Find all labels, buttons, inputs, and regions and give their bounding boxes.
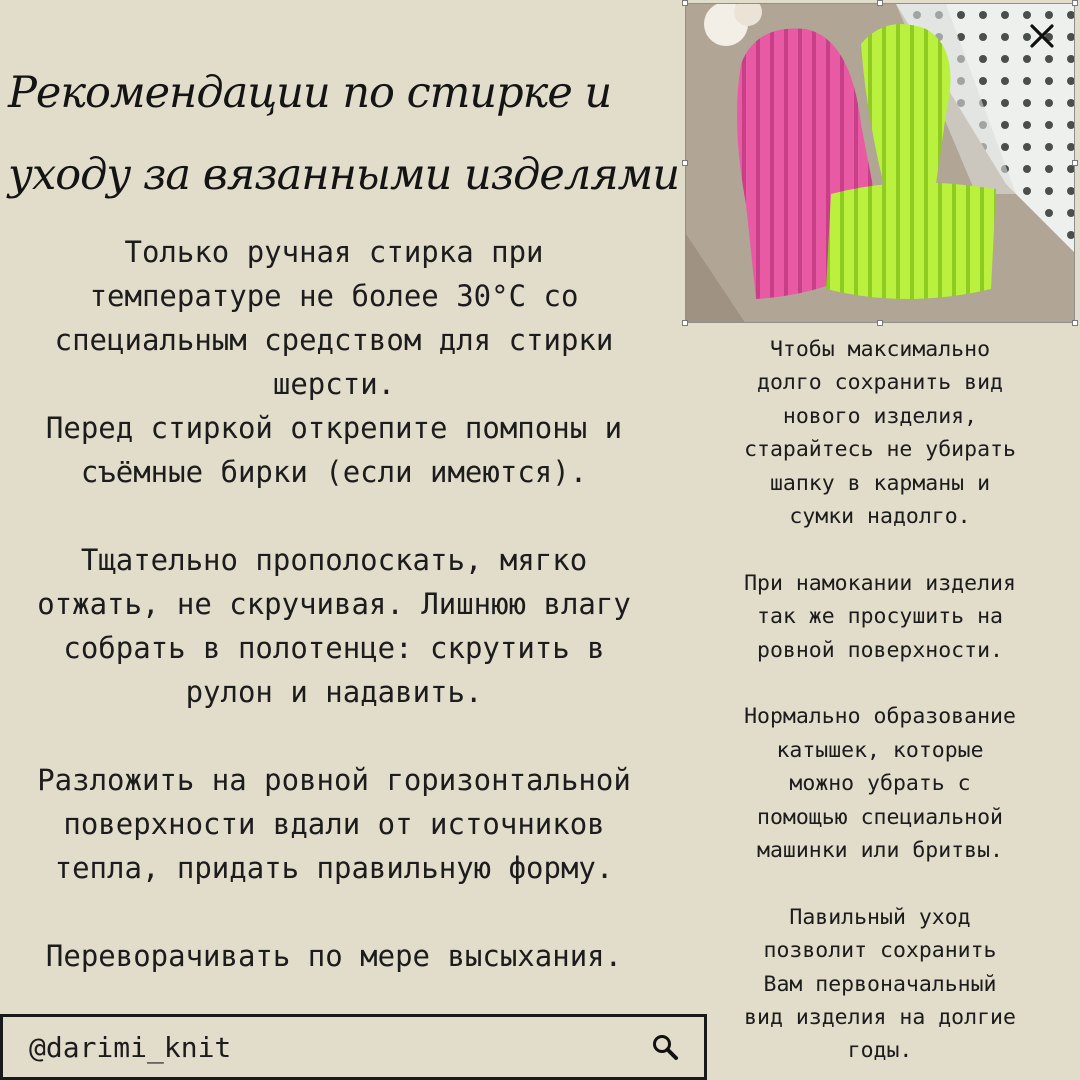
side-line: можно убрать с bbox=[789, 771, 971, 797]
side-line: помощью специальной bbox=[757, 804, 1003, 830]
main-line: температуре не более 30°C со bbox=[89, 279, 579, 313]
main-line: Тщательно прополоскать, мягко bbox=[80, 543, 588, 577]
side-line: долго сохранить вид bbox=[757, 370, 1003, 396]
side-line: позволит сохранить bbox=[763, 938, 997, 964]
resize-handle-tl[interactable] bbox=[682, 0, 688, 6]
close-button[interactable] bbox=[1024, 18, 1060, 54]
side-line: вид изделия на долгие bbox=[744, 1005, 1016, 1031]
main-line: отжать, не скручивая. Лишнюю влагу bbox=[37, 587, 631, 621]
side-line: Нормально образование bbox=[744, 704, 1016, 730]
hats-illustration bbox=[686, 4, 1075, 323]
page-title bbox=[8, 52, 680, 216]
search-input[interactable]: @darimi_knit bbox=[29, 1030, 232, 1064]
side-line: так же просушить на bbox=[757, 604, 1003, 630]
side-line: сумки надолго. bbox=[789, 504, 971, 530]
knitted-hats-photo[interactable] bbox=[685, 3, 1075, 323]
magnifier-glyph bbox=[651, 1033, 679, 1061]
resize-handle-right[interactable] bbox=[1072, 160, 1078, 166]
main-line: Только ручная стирка при bbox=[124, 235, 544, 269]
side-line: Вам первоначальный bbox=[763, 971, 997, 997]
main-line: шерсти. bbox=[272, 367, 396, 401]
resize-handle-br[interactable] bbox=[1072, 320, 1078, 326]
side-line: нового изделия, bbox=[782, 403, 978, 429]
search-bar[interactable] bbox=[0, 1014, 707, 1080]
resize-handle-tr[interactable] bbox=[1072, 0, 1078, 6]
main-line: рулон и надавить. bbox=[185, 675, 483, 709]
side-line: При намокании изделия bbox=[744, 570, 1016, 596]
title-line-1: Рекомендации по стирке и bbox=[8, 68, 612, 118]
side-line: машинки или бритвы. bbox=[757, 838, 1003, 864]
side-line: ровной поверхности. bbox=[757, 637, 1003, 663]
main-line: поверхности вдали от источников bbox=[63, 807, 605, 841]
main-line: Переворачивать по мере высыхания. bbox=[45, 939, 623, 973]
side-line: Павильный уход bbox=[789, 904, 971, 930]
side-line: шапку в карманы и bbox=[769, 470, 991, 496]
resize-handle-left[interactable] bbox=[682, 160, 688, 166]
resize-handle-bottom[interactable] bbox=[877, 320, 883, 326]
resize-handle-bl[interactable] bbox=[682, 320, 688, 326]
side-line: старайтесь не убирать bbox=[744, 437, 1016, 463]
main-line: Перед стиркой открепите помпоны и bbox=[45, 411, 623, 445]
side-line: годы. bbox=[847, 1038, 913, 1064]
main-line: съёмные бирки (если имеются). bbox=[80, 455, 588, 489]
main-line: собрать в полотенце: скрутить в bbox=[63, 631, 605, 665]
close-icon bbox=[1029, 23, 1055, 49]
side-line: Чтобы максимально bbox=[769, 337, 991, 362]
main-instructions bbox=[0, 230, 668, 978]
side-line: катышек, которые bbox=[776, 737, 984, 763]
main-line: Разложить на ровной горизонтальной bbox=[37, 763, 631, 797]
resize-handle-top[interactable] bbox=[877, 0, 883, 6]
main-line: тепла, придать правильную форму. bbox=[54, 851, 614, 885]
title-line-2: уходу за вязанными изделями bbox=[8, 150, 680, 200]
search-icon[interactable] bbox=[650, 1032, 680, 1062]
side-tips bbox=[700, 333, 1060, 1068]
main-line: специальным средством для стирки bbox=[54, 323, 614, 357]
